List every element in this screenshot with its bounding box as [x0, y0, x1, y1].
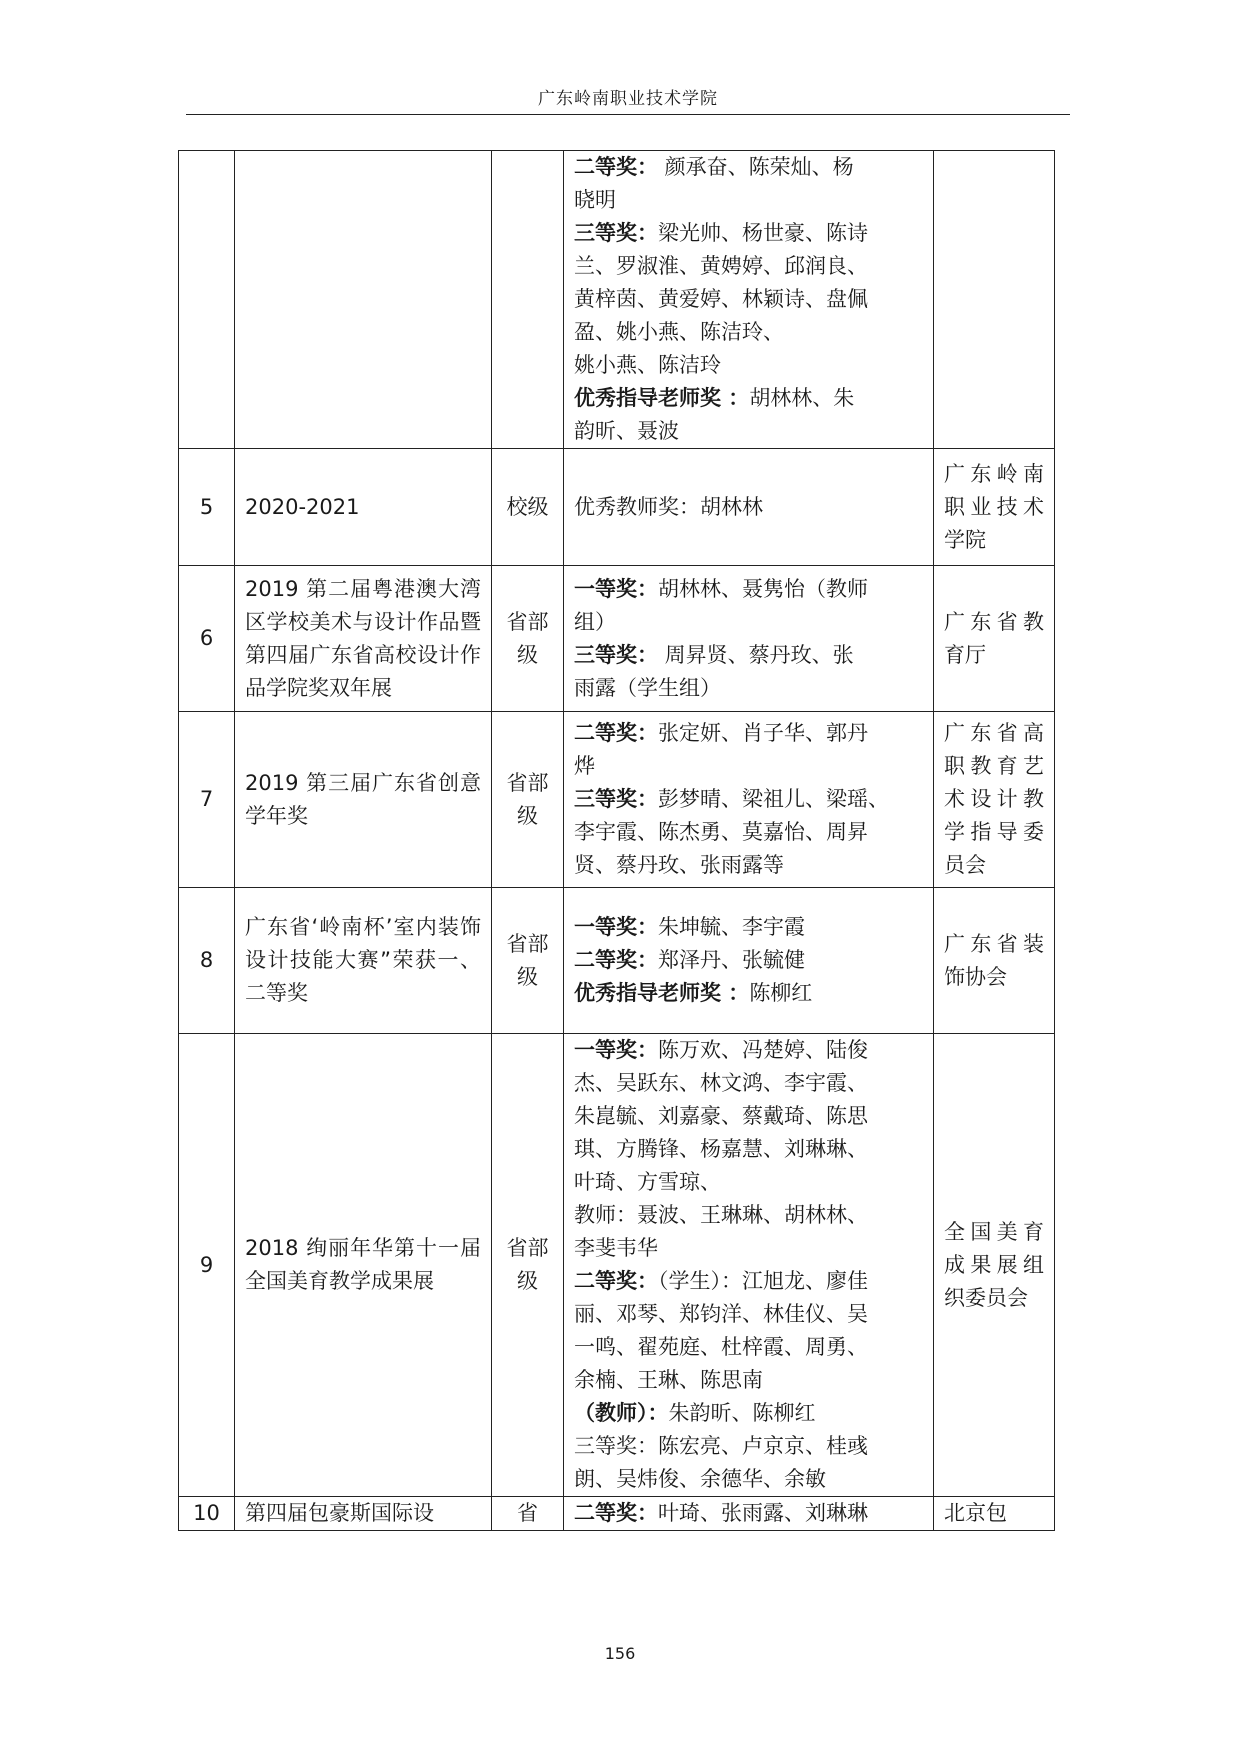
organizer-cell: 广东省装饰协会: [934, 888, 1055, 1034]
winners-line: [574, 250, 923, 283]
winners-text: 组）: [574, 609, 616, 634]
award-level-cell: 省部级: [492, 712, 564, 888]
row-number-cell: 10: [179, 1497, 235, 1531]
award-level-cell: 校级: [492, 449, 564, 566]
row-number-cell: [179, 151, 235, 449]
award-winners-cell: [564, 151, 934, 449]
award-winners-cell: [564, 888, 934, 1034]
prize-label: 二等奖：: [574, 1269, 658, 1293]
winners-line: [574, 184, 923, 217]
prize-label: 一等奖：: [574, 915, 658, 939]
award-name-cell: 2018 绚丽年华第十一届全国美育教学成果展: [235, 1034, 492, 1497]
award-name-cell: 2020-2021: [235, 449, 492, 566]
organizer-cell: [934, 151, 1055, 449]
winners-line: [574, 415, 923, 448]
table-row: [179, 449, 1055, 566]
winners-text: 优秀教师奖：胡林林: [574, 494, 763, 519]
winners-text: 张定妍、肖子华、郭丹: [658, 721, 868, 745]
winners-text: 姚小燕、陈洁玲: [574, 353, 721, 377]
award-name-cell: 广东省‘岭南杯’室内装饰设计技能大赛”荣获一、二等奖: [235, 888, 492, 1034]
winners-text: 陈万欢、冯楚婷、陆俊: [658, 1038, 868, 1062]
award-winners-cell: [564, 1034, 934, 1497]
page-number: 156: [604, 1644, 636, 1663]
winners-line: [574, 1298, 923, 1331]
award-level-cell: 省部级: [492, 566, 564, 712]
winners-text: 周昇贤、蔡丹玫、张: [658, 642, 854, 667]
winners-line: [574, 1100, 923, 1133]
header-divider: [186, 114, 1070, 115]
winners-line: [574, 283, 923, 316]
winners-text: 叶琦、方雪琼、: [574, 1170, 721, 1194]
organizer-cell: 广东省教育厅: [934, 566, 1055, 712]
winners-text: 一鸣、翟苑庭、杜梓霞、周勇、: [574, 1335, 868, 1359]
winners-text: 李斐韦华: [574, 1236, 658, 1260]
award-winners-cell: [564, 449, 934, 566]
winners-text: 陈柳红: [749, 981, 813, 1005]
winners-line: [574, 491, 923, 524]
winners-line: [574, 849, 923, 882]
winners-line: [574, 750, 923, 783]
table-row: [179, 151, 1055, 449]
award-winners-cell: [564, 566, 934, 712]
prize-label: 一等奖：: [574, 1038, 658, 1062]
winners-text: 雨露（学生组）: [574, 675, 721, 700]
award-name-cell: 2019 第二届粤港澳大湾区学校美术与设计作品暨第四届广东省高校设计作品学院奖双年展: [235, 566, 492, 712]
winners-line: [574, 977, 923, 1010]
winners-text: 贤、蔡丹玫、张雨露等: [574, 853, 784, 877]
winners-text: 李宇霞、陈杰勇、莫嘉怡、周昇: [574, 820, 868, 844]
row-number-cell: 9: [179, 1034, 235, 1497]
organizer-cell: 广东岭南职业技术学院: [934, 449, 1055, 566]
winners-text: 郑泽丹、张毓健: [658, 948, 805, 972]
winners-text: 梁光帅、杨世豪、陈诗: [658, 221, 868, 245]
table-row: [179, 1497, 1055, 1531]
prize-label: 二等奖：: [574, 721, 658, 745]
winners-line: [574, 1034, 923, 1067]
award-name-cell: 第四届包豪斯国际设: [235, 1497, 492, 1531]
winners-line: [574, 1232, 923, 1265]
winners-line: [574, 151, 923, 184]
prize-label: 一等奖：: [574, 576, 658, 601]
row-number-cell: 5: [179, 449, 235, 566]
winners-text: 盈、姚小燕、陈洁玲、: [574, 320, 784, 344]
winners-line: [574, 1497, 923, 1530]
winners-text: （学生）：江旭龙、廖佳: [658, 1269, 868, 1293]
prize-label: 优秀指导老师奖 ：: [574, 386, 750, 410]
table-row: [179, 712, 1055, 888]
winners-text: 教师：聂波、王琳琳、胡林林、: [574, 1203, 868, 1227]
winners-line: [574, 316, 923, 349]
winners-text: 琪、方腾锋、杨嘉慧、刘琳琳、: [574, 1137, 868, 1161]
organizer-cell: 广东省高职教育艺术设计教学指导委员会: [934, 712, 1055, 888]
winners-text: 朱崑毓、刘嘉豪、蔡戴琦、陈思: [574, 1104, 868, 1128]
winners-text: 胡林林、朱: [749, 386, 855, 410]
winners-line: [574, 606, 923, 639]
prize-label: 三等奖：: [574, 642, 658, 667]
winners-line: [574, 1166, 923, 1199]
winners-line: [574, 1364, 923, 1397]
prize-label: （教师）：: [574, 1401, 669, 1425]
table-row: [179, 1034, 1055, 1497]
prize-label: 三等奖：: [574, 787, 658, 811]
row-number-cell: 6: [179, 566, 235, 712]
award-name-cell: 2019 第三届广东省创意学年奖: [235, 712, 492, 888]
winners-line: [574, 639, 923, 672]
winners-text: 韵昕、聂波: [574, 419, 679, 443]
prize-label: 二等奖：: [574, 948, 658, 972]
winners-text: 胡林林、聂隽怡（教师: [658, 576, 868, 601]
winners-line: [574, 672, 923, 705]
winners-text: 兰、罗淑淮、黄娉婷、邱润良、: [574, 254, 868, 278]
winners-line: [574, 217, 923, 250]
table-row: [179, 566, 1055, 712]
award-winners-cell: [564, 712, 934, 888]
organizer-cell: 全国美育成果展组织委员会: [934, 1034, 1055, 1497]
row-number-cell: 7: [179, 712, 235, 888]
winners-line: [574, 573, 923, 606]
winners-line: [574, 1133, 923, 1166]
prize-label: 二等奖：: [574, 155, 658, 179]
winners-line: [574, 1430, 923, 1463]
winners-text: 晓明: [574, 188, 616, 212]
awards-table-body: [179, 151, 1055, 1531]
winners-line: [574, 382, 923, 415]
award-name-cell: [235, 151, 492, 449]
organizer-cell: 北京包: [934, 1497, 1055, 1531]
winners-text: 丽、邓琴、郑钧洋、林佳仪、吴: [574, 1302, 868, 1326]
award-level-cell: 省部级: [492, 888, 564, 1034]
winners-line: [574, 911, 923, 944]
winners-line: [574, 1331, 923, 1364]
prize-label: 优秀指导老师奖 ：: [574, 981, 750, 1005]
winners-text: 彭梦晴、梁祖儿、梁瑶、: [658, 787, 889, 811]
winners-line: [574, 816, 923, 849]
winners-line: [574, 1265, 923, 1298]
winners-text: 三等奖：陈宏亮、卢京京、桂彧: [574, 1434, 868, 1458]
winners-text: 黄梓茵、黄爱婷、林颖诗、盘佩: [574, 287, 868, 311]
prize-label: 三等奖：: [574, 221, 658, 245]
winners-text: 余楠、王琳、陈思南: [574, 1368, 763, 1392]
winners-line: [574, 1067, 923, 1100]
winners-line: [574, 1463, 923, 1496]
winners-text: 杰、吴跃东、林文鸿、李宇霞、: [574, 1071, 868, 1095]
page-header: 广东岭南职业技术学院: [538, 89, 718, 109]
award-level-cell: 省: [492, 1497, 564, 1531]
winners-line: [574, 717, 923, 750]
winners-line: [574, 944, 923, 977]
winners-text: 朗、吴炜俊、余德华、余敏: [574, 1467, 826, 1491]
awards-table: [178, 150, 1055, 1531]
winners-line: [574, 349, 923, 382]
winners-text: 朱韵昕、陈柳红: [668, 1401, 816, 1425]
winners-line: [574, 783, 923, 816]
winners-text: 颜承奋、陈荣灿、杨: [658, 155, 854, 179]
prize-label: 二等奖：: [574, 1501, 658, 1525]
winners-text: 朱坤毓、李宇霞: [658, 915, 805, 939]
award-winners-cell: [564, 1497, 934, 1531]
award-level-cell: 省部级: [492, 1034, 564, 1497]
award-level-cell: [492, 151, 564, 449]
winners-line: [574, 1199, 923, 1232]
winners-text: 叶琦、张雨露、刘琳琳: [658, 1501, 868, 1525]
table-row: [179, 888, 1055, 1034]
row-number-cell: 8: [179, 888, 235, 1034]
winners-line: [574, 1397, 923, 1430]
winners-text: 烨: [574, 754, 595, 778]
